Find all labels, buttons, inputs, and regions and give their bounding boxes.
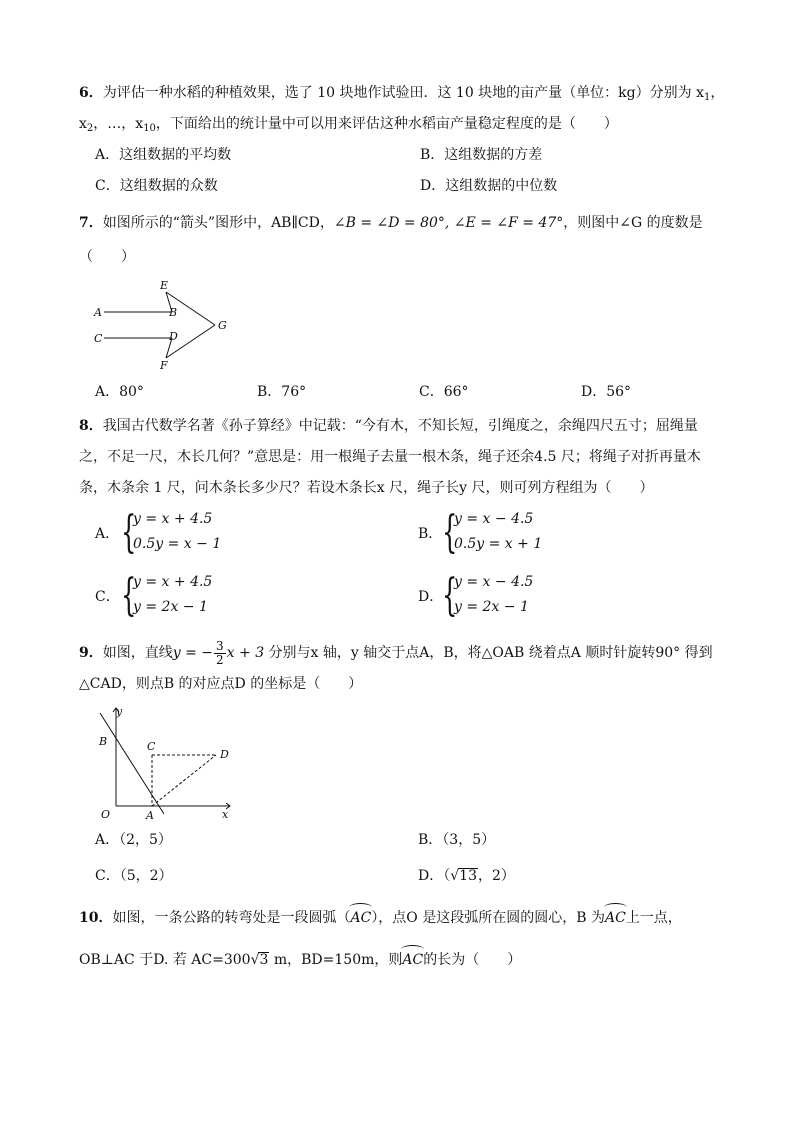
q6-sub-1: 1: [703, 92, 711, 103]
q8-option-b-eq1: y = x − 4.5: [454, 511, 534, 527]
q7-arrow-figure: [88, 278, 238, 372]
q9-label-c: C: [147, 740, 156, 753]
q8-option-d-eq2: y = 2x − 1: [454, 599, 529, 615]
q8-option-b-label: B．: [418, 526, 443, 542]
q7-label-c: C: [94, 332, 103, 345]
q7-line1: [79, 213, 703, 233]
q9-option-d-pre: D．（: [418, 868, 451, 884]
q9-option-d-post: ，2）: [477, 868, 515, 884]
q6-sub-10: 10: [143, 123, 156, 134]
q7-text-b: ，则图中∠G 的度数是: [563, 215, 703, 231]
q9-text-a: 如图，直线: [102, 645, 173, 661]
q9-graph-figure: [90, 702, 240, 820]
q8-option-d-eq1: y = x − 4.5: [454, 574, 534, 590]
q10-text-d: OB⊥AC 于D. 若 AC=300: [79, 952, 251, 968]
q9-option-a[interactable]: A．（2，5）: [95, 832, 172, 848]
q7-label-a: A: [94, 306, 102, 319]
q8-line2: 之，不足一尺，木长几何？”意思是：用一根绳子去量一根木条，绳子还余4.5 尺；将绳子对折再量木: [79, 449, 701, 465]
q9-frac-den: 2: [216, 652, 224, 667]
q10-line2: [79, 950, 521, 970]
q8-text-1: 我国古代数学名著《孙子算经》中记载：“今有木，不知长短，引绳度之，余绳四尺五寸；屈绳量: [102, 418, 698, 434]
q9-label-y: y: [116, 705, 123, 718]
q7-option-d[interactable]: D．56°: [581, 384, 632, 400]
q6-option-c[interactable]: C．这组数据的众数: [95, 178, 218, 194]
q7-text-a: 如图所示的“箭头”图形中，AB∥CD，: [102, 215, 334, 231]
q6-number: 6．: [79, 85, 103, 101]
q8-option-a-label: A．: [95, 526, 120, 542]
q8-option-b-eq2: 0.5y = x + 1: [454, 536, 543, 552]
q9-label-a: A: [146, 809, 154, 820]
q7-label-e: E: [160, 279, 169, 292]
q9-seg-ad: [152, 755, 216, 806]
q9-line-ab: [100, 713, 164, 814]
q10-line1: [79, 908, 682, 928]
q9-eq-lhs: y = −: [172, 645, 214, 661]
q9-option-d[interactable]: [418, 866, 515, 886]
q6-option-a[interactable]: A．这组数据的平均数: [95, 147, 232, 163]
q9-text-b: 分别与x 轴，y 轴交于点A，B，将△OAB 绕着点A 顺时针旋转90° 得到: [264, 645, 713, 661]
q8-option-c-eq1: y = x + 4.5: [133, 574, 213, 590]
q9-sqrt-sign: √: [450, 868, 460, 884]
q10-arc-ac-3: AC: [402, 952, 424, 968]
q10-number: 10．: [79, 910, 113, 926]
q10-text-b: ），点O 是这段弧所在圆的圆心，B 为: [371, 910, 605, 926]
q10-radicand: 3: [259, 952, 269, 968]
q6-option-d[interactable]: D．这组数据的中位数: [420, 178, 558, 194]
q9-option-d-radicand: 13: [459, 868, 477, 884]
q9-label-o: O: [101, 808, 111, 820]
q10-text-c: 上一点，: [625, 910, 682, 926]
q9-option-b[interactable]: B．（3，5）: [418, 832, 496, 848]
q7-option-b[interactable]: B．76°: [257, 384, 307, 400]
q9-eq-rhs: x + 3: [226, 645, 265, 661]
q8-option-c-eq2: y = 2x − 1: [133, 599, 208, 615]
q7-number: 7．: [79, 215, 103, 231]
q6-text-2: ，下面给出的统计量中可以用来评估这种水稻亩产量稳定程度的是（ ）: [155, 116, 618, 132]
q7-label-f: F: [160, 359, 168, 372]
q6-xn: ，…，x: [93, 116, 144, 132]
q9-number: 9．: [79, 645, 103, 661]
q6-x2: x: [79, 116, 87, 132]
q6-text-1: 为评估一种水稻的种植效果，选了 10 块地作试验田．这 10 块地的亩产量（单位：kg）分别为 x: [102, 85, 704, 101]
q8-option-d-label: D．: [418, 589, 444, 605]
q9-label-b: B: [99, 735, 108, 748]
q6-sub-2: 2: [86, 123, 94, 134]
q9-frac-num: 3: [216, 638, 224, 653]
q6-tail: ，: [710, 85, 725, 101]
q10-sqrt-sign: √: [250, 952, 260, 968]
q10-text-a: 如图，一条公路的转弯处是一段圆弧（: [112, 910, 351, 926]
q8-option-b-brace: {: [442, 507, 458, 558]
q7-option-a[interactable]: A．80°: [95, 384, 144, 400]
q8-option-d-brace: {: [442, 570, 458, 621]
q6-line1: [79, 83, 724, 108]
q8-option-a-eq2: 0.5y = x − 1: [133, 536, 222, 552]
q9-line2: △CAD，则点B 的对应点D 的坐标是（ ）: [79, 676, 363, 692]
q9-option-c[interactable]: C．（5，2）: [95, 868, 173, 884]
q10-arc-ac-2: AC: [604, 910, 626, 926]
q7-math: ∠B = ∠D = 80°, ∠E = ∠F = 47°: [333, 215, 564, 231]
q8-option-c-brace: {: [121, 570, 137, 621]
q7-option-c[interactable]: C．66°: [419, 384, 469, 400]
q9-fraction: [214, 640, 226, 667]
q7-label-b: B: [169, 306, 178, 319]
q10-text-f: 的长为（ ）: [423, 952, 522, 968]
q9-label-d: D: [220, 748, 229, 761]
q10-text-e: m，BD=150m，则: [269, 952, 403, 968]
q8-option-a-brace: {: [121, 507, 137, 558]
q7-paren: （ ）: [79, 249, 135, 265]
q8-line1: [79, 416, 698, 436]
q9-line1: [79, 639, 713, 667]
q7-label-g: G: [218, 319, 227, 332]
q8-option-c-label: C．: [95, 589, 120, 605]
q7-label-d: D: [169, 330, 178, 343]
q9-label-x: x: [222, 808, 229, 820]
q8-option-a-eq1: y = x + 4.5: [133, 511, 213, 527]
q6-option-b[interactable]: B．这组数据的方差: [420, 147, 543, 163]
q8-line3: 条，木条余 1 尺，问木条长多少尺？若设木条长x 尺，绳子长y 尺，则可列方程组为（ ）: [79, 480, 654, 496]
q10-arc-ac-1: AC: [350, 910, 372, 926]
q8-number: 8．: [79, 418, 103, 434]
q6-line2: [79, 114, 618, 139]
